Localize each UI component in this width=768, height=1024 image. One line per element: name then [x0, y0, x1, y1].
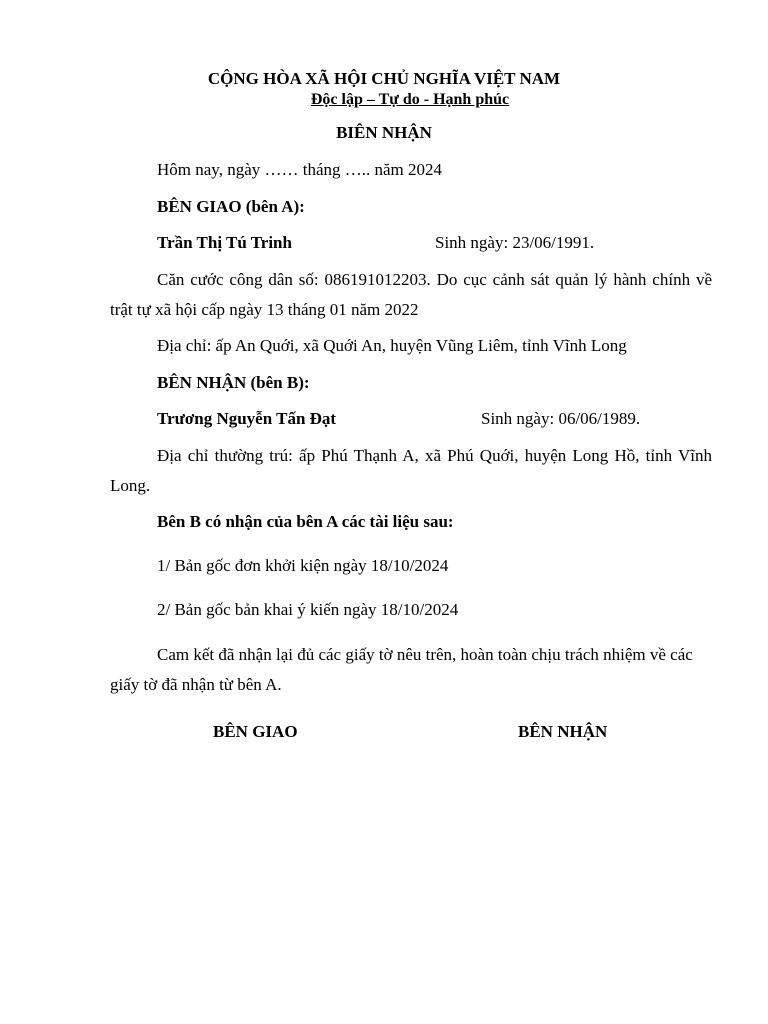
commitment-text: Cam kết đã nhận lại đủ các giấy tờ nêu trên, hoàn toàn chịu trách nhiệm về các giấy tờ đã nhận từ bên A.	[110, 645, 693, 694]
party-b-address: Địa chỉ thường trú: ấp Phú Thạnh A, xã Phú Quới, huyện Long Hồ, tỉnh Vĩnh Long.	[110, 446, 712, 495]
document-item: 1/ Bản gốc đơn khởi kiện ngày 18/10/2024	[157, 556, 449, 575]
national-motto: Độc lập – Tự do - Hạnh phúc	[310, 91, 510, 108]
signature-receiver: BÊN NHẬN	[518, 722, 608, 741]
party-a-address: Địa chỉ: ấp An Quới, xã Quới An, huyện Vũng Liêm, tỉnh Vĩnh Long	[157, 336, 627, 355]
documents-heading: Bên B có nhận của bên A các tài liệu sau:	[157, 512, 454, 531]
party-b-heading: BÊN NHẬN (bên B):	[157, 373, 310, 392]
party-a-heading: BÊN GIAO (bên A):	[157, 197, 305, 216]
country-header: CỘNG HÒA XÃ HỘI CHỦ NGHĨA VIỆT NAM	[207, 69, 561, 88]
motto-wrapper	[26, 90, 768, 110]
party-a-id: Căn cước công dân số: 086191012203. Do cục cảnh sát quản lý hành chính về trật tự xã hội cấp ngày 13 tháng 01 năm 2022	[110, 270, 712, 319]
party-b-birth: Sinh ngày: 06/06/1989.	[481, 409, 641, 428]
date-line: Hôm nay, ngày …… tháng ….. năm 2024	[157, 160, 443, 179]
party-a-name: Trần Thị Tú Trinh	[157, 233, 292, 252]
party-a-birth: Sinh ngày: 23/06/1991.	[435, 233, 595, 252]
signature-giver: BÊN GIAO	[213, 722, 298, 741]
party-b-name: Trương Nguyễn Tấn Đạt	[157, 409, 337, 428]
document-title: BIÊN NHẬN	[336, 123, 432, 142]
document-item: 2/ Bản gốc bản khai ý kiến ngày 18/10/2024	[157, 600, 459, 619]
